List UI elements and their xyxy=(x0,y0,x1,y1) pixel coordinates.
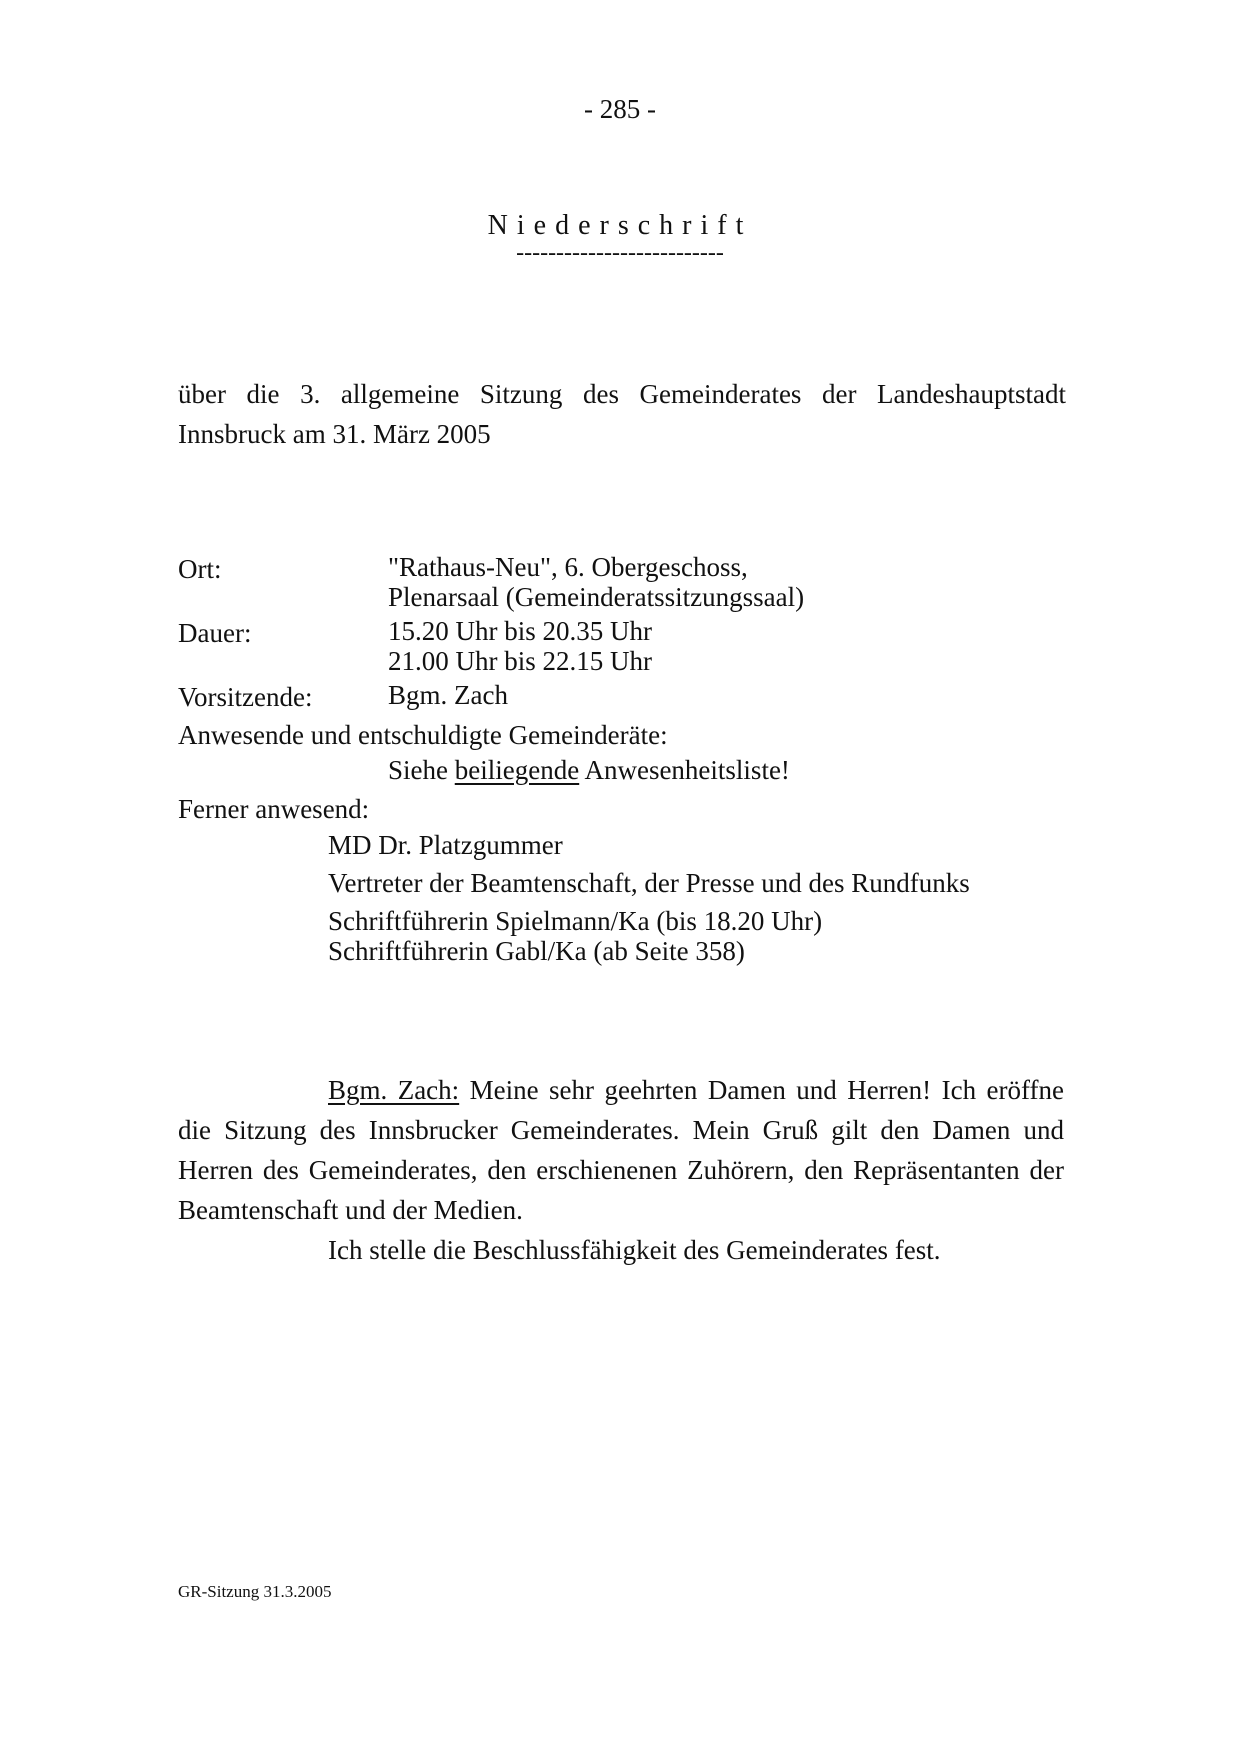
speech-block xyxy=(178,1070,1064,1270)
ferner-item: Vertreter der Beamtenschaft, der Presse und des Rundfunks xyxy=(328,868,970,898)
anwesende-label: Anwesende und entschuldigte Gemeinderäte: xyxy=(178,720,668,750)
anwesende-value xyxy=(388,755,790,785)
page-number: - 285 - xyxy=(584,94,656,124)
dauer-line-2: 21.00 Uhr bis 22.15 Uhr xyxy=(388,646,652,676)
page-footer: GR-Sitzung 31.3.2005 xyxy=(178,1582,332,1601)
vorsitz-value: Bgm. Zach xyxy=(388,680,508,710)
dauer-line-1: 15.20 Uhr bis 20.35 Uhr xyxy=(388,616,652,646)
dauer-label: Dauer: xyxy=(178,618,252,648)
title-underline-rule: -------------------------- xyxy=(516,240,724,266)
anwesende-underlined: beiliegende xyxy=(454,755,580,785)
ort-label: Ort: xyxy=(178,554,222,584)
ferner-item-line: Schriftführerin Gabl/Ka (ab Seite 358) xyxy=(328,936,745,966)
ferner-item-line: Schriftführerin Spielmann/Ka (bis 18.20 Uhr) xyxy=(328,906,823,936)
ferner-item: MD Dr. Platzgummer xyxy=(328,830,563,860)
anwesende-post: Anwesenheitsliste! xyxy=(579,755,790,785)
ferner-item xyxy=(328,906,822,966)
ort-line-1: "Rathaus-Neu", 6. Obergeschoss, xyxy=(388,552,748,582)
anwesende-pre: Siehe xyxy=(388,755,455,785)
vorsitz-label: Vorsitzende: xyxy=(178,682,313,712)
speaker-name: Bgm. Zach: xyxy=(328,1075,460,1105)
ferner-label: Ferner anwesend: xyxy=(178,794,370,824)
document-title: Niederschrift xyxy=(487,210,753,241)
speech-paragraph-1 xyxy=(178,1070,1064,1230)
speech-paragraph-2: Ich stelle die Beschlussfähigkeit des Gemeinderates fest. xyxy=(328,1235,941,1265)
dauer-value xyxy=(388,616,652,676)
intro-paragraph: über die 3. allgemeine Sitzung des Gemeinderates der Landeshauptstadt Innsbruck am 31. März 2005 xyxy=(178,379,1066,449)
speech-text-1: Meine sehr geehrten Damen und Herren! Ich eröffne die Sitzung des Innsbrucker Gemeinderates. Mein Gruß gilt den Damen und Herren des Gemeinderates, den erschienenen Zuhörern, den Repräsentanten der Beamtenschaft und der Medien. xyxy=(178,1075,1064,1225)
ort-value xyxy=(388,552,804,612)
ort-line-2: Plenarsaal (Gemeinderatssitzungssaal) xyxy=(388,582,805,612)
